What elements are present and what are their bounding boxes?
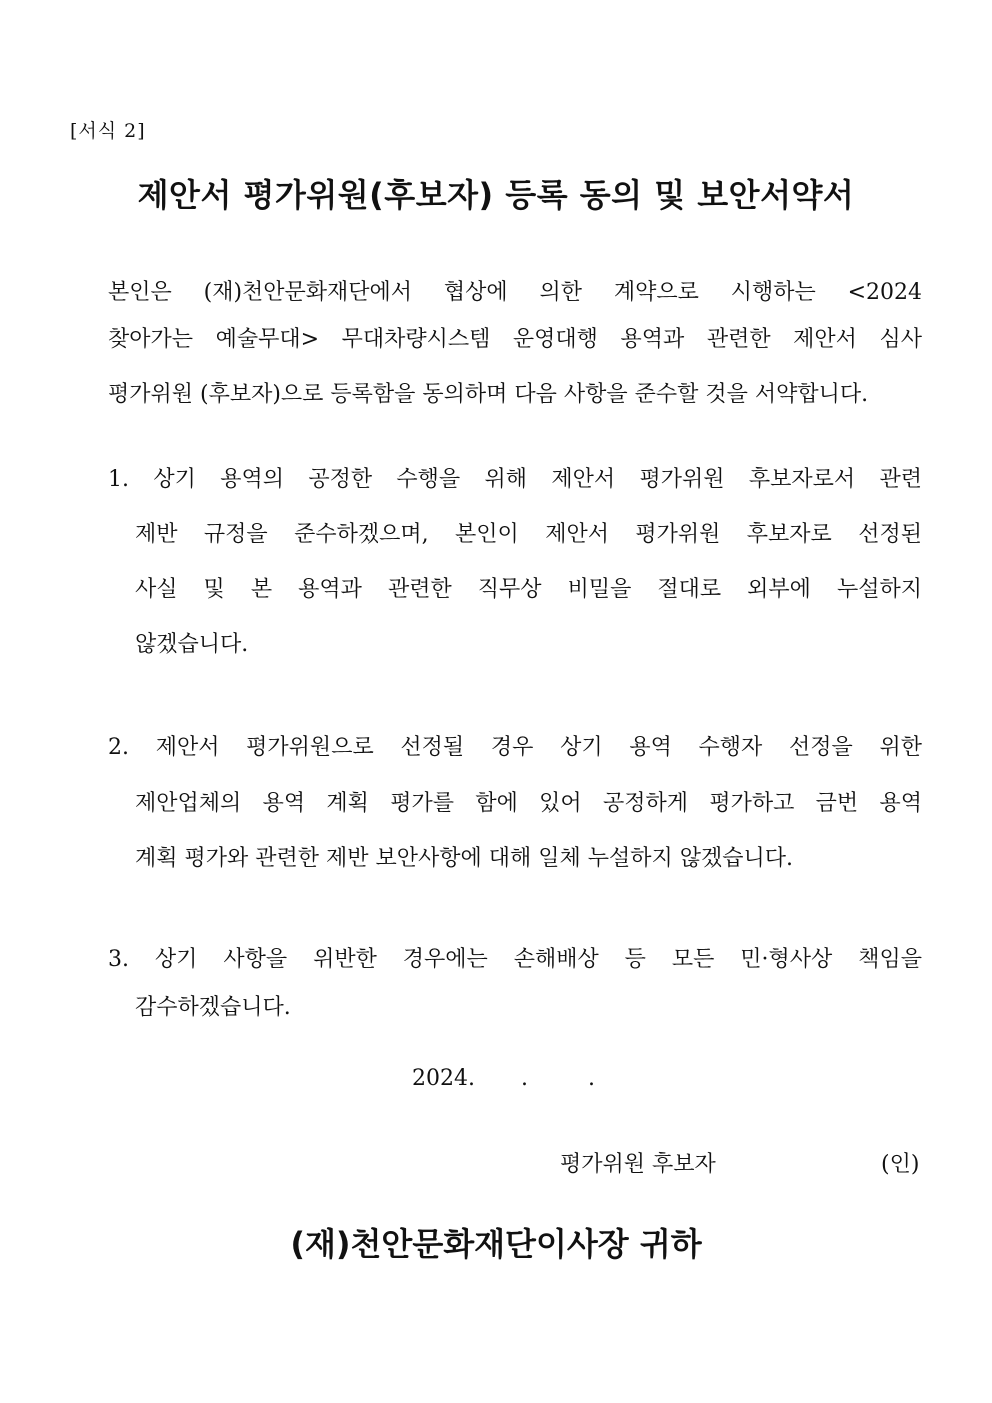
item-2-line: 2. 제안서 평가위원으로 선정될 경우 상기 용역 수행자 선정을 위한 [108, 735, 922, 760]
item-2-line: 제안업체의 용역 계획 평가를 함에 있어 공정하게 평가하고 금번 용역 [135, 791, 922, 816]
date-day-separator: . [587, 1066, 595, 1091]
intro-line: 본인은 (재)천안문화재단에서 협상에 의한 계약으로 시행하는 <2024 [108, 280, 922, 305]
seal-placeholder: (인) [881, 1152, 920, 1177]
addressee-line: (재)천안문화재단이사장 귀하 [290, 1225, 702, 1263]
item-3-line: 감수하겠습니다. [135, 995, 291, 1020]
item-1-line: 제반 규정을 준수하겠으며, 본인이 제안서 평가위원 후보자로 선정된 [135, 522, 922, 547]
date-year: 2024. [412, 1066, 475, 1091]
item-2-line: 계획 평가와 관련한 제반 보안사항에 대해 일체 누설하지 않겠습니다. [135, 846, 793, 871]
document-title: 제안서 평가위원(후보자) 등록 동의 및 보안서약서 [137, 176, 855, 214]
date-month-separator: . [520, 1066, 528, 1091]
form-number-label: [서식 2] [70, 120, 146, 142]
signer-label: 평가위원 후보자 [560, 1152, 716, 1177]
item-3-line: 3. 상기 사항을 위반한 경우에는 손해배상 등 모든 민·형사상 책임을 [108, 947, 922, 972]
item-1-line: 사실 및 본 용역과 관련한 직무상 비밀을 절대로 외부에 누설하지 [135, 577, 922, 602]
item-1-line: 않겠습니다. [135, 632, 249, 657]
item-1-line: 1. 상기 용역의 공정한 수행을 위해 제안서 평가위원 후보자로서 관련 [108, 467, 922, 492]
date-line [412, 1066, 595, 1091]
intro-line: 평가위원 (후보자)으로 등록함을 동의하며 다음 사항을 준수할 것을 서약합니다. [108, 382, 869, 407]
intro-line: 찾아가는 예술무대> 무대차량시스템 운영대행 용역과 관련한 제안서 심사 [108, 327, 922, 352]
